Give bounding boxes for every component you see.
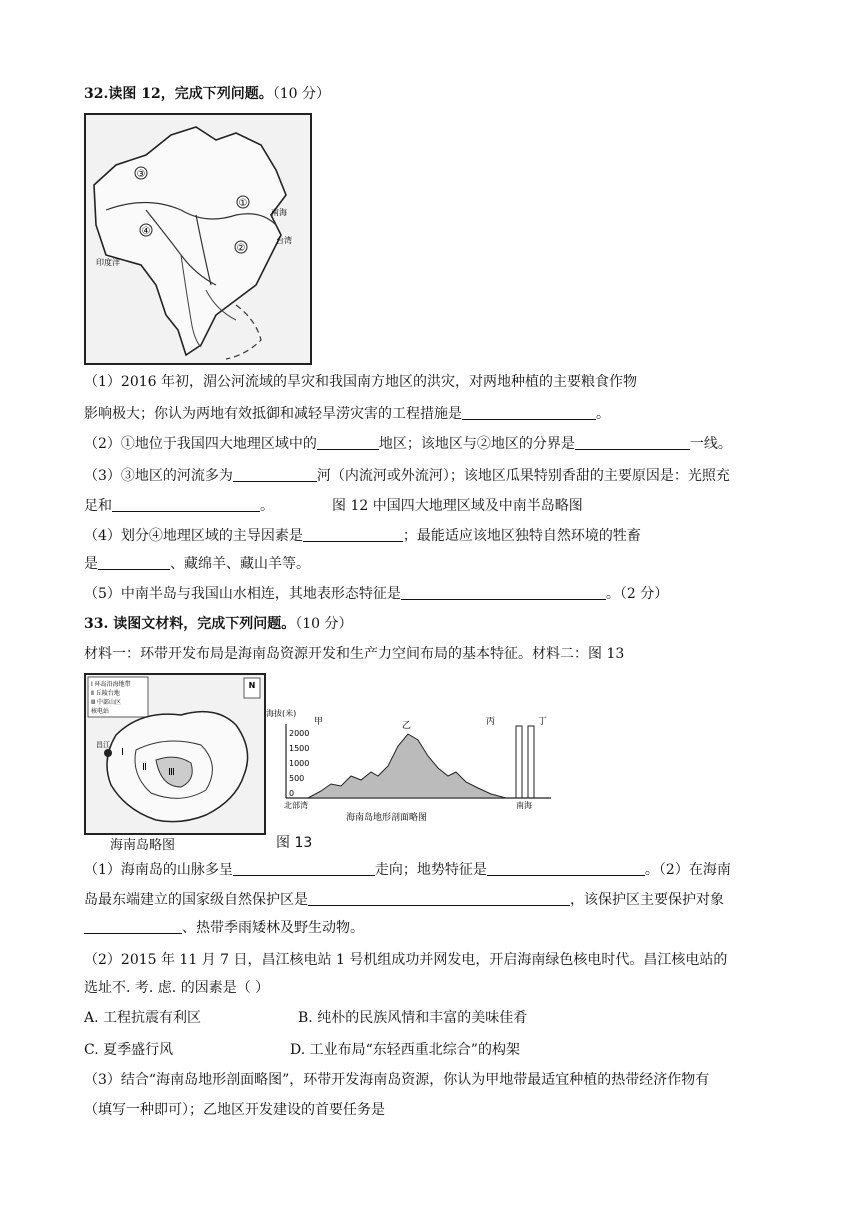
- q33-s2a: （2）2015 年 11 月 7 日，昌江核电站 1 号机组成功并网发电，开启海南绿色核电时代。昌江核电站的: [84, 952, 728, 968]
- legend-3: Ⅲ 中部山区: [91, 699, 122, 706]
- q33-s1-line3: [84, 918, 364, 938]
- q32-s5-line: [84, 584, 668, 604]
- fig13-label: 图 13: [276, 835, 313, 851]
- q32-s1-line1: [84, 372, 637, 392]
- q33-s3a: （3）结合“海南岛地形剖面略图”，环带开发海南岛资源，你认为甲地带最适宜种植的热带经济作物有: [84, 1072, 710, 1088]
- map-label-2: ②: [236, 243, 246, 254]
- answer-blank[interactable]: [233, 467, 317, 482]
- profile-right-base: 南海: [516, 801, 532, 810]
- q32-s1b: 影响极大；你认为两地有效抵御和减轻旱涝灾害的工程措施是: [84, 406, 462, 422]
- q33-s1d: 岛最东端建立的国家级自然保护区是: [84, 892, 308, 908]
- answer-blank[interactable]: [575, 435, 690, 450]
- figure-12-map: [84, 113, 312, 365]
- map-label-4: ④: [141, 226, 151, 237]
- q33-s1-line1: [84, 860, 731, 880]
- q33-material: 材料一：环带开发布局是海南岛资源开发和生产力空间布局的基本特征。材料二：图 13: [84, 646, 625, 662]
- ytick-2000: 2000: [289, 729, 310, 738]
- q32-s4b: ；最能适应该地区独特自然环境的牲畜: [402, 528, 641, 544]
- q33-score: （10 分）: [295, 616, 353, 632]
- profile-sketch: [266, 706, 556, 824]
- hainan-map-caption: 海南岛略图: [110, 838, 176, 853]
- option-d[interactable]: D. 工业布局“东轻西重北综合”的构架: [290, 1042, 520, 1058]
- q32-s3a: （3）③地区的河流多为: [84, 468, 233, 484]
- q32-s1-line2: [84, 404, 610, 424]
- q32-s4d: 、藏绵羊、藏山羊等。: [170, 556, 310, 572]
- ytick-1000: 1000: [289, 759, 310, 768]
- q33-title: 33. 读图文材料，完成下列问题。: [84, 616, 296, 632]
- legend-2: Ⅱ 丘陵台地: [91, 690, 120, 697]
- q32-s3d: 。: [260, 498, 274, 514]
- q33-s1-line2: [84, 890, 724, 910]
- q32-score: （10 分）: [272, 86, 330, 102]
- profile-left-base: 北部湾: [284, 801, 308, 810]
- zone-label-1: Ⅰ: [121, 747, 124, 758]
- zone-label-3: Ⅲ: [168, 767, 175, 778]
- q33-s2b: 选址不. 考. 虑. 的因素是（ ）: [84, 980, 270, 996]
- profile-label-yi: 乙: [402, 721, 412, 731]
- q32-s2-line: [84, 434, 732, 454]
- map-label-3: ③: [136, 169, 146, 180]
- q32-s3-line1: [84, 466, 730, 486]
- profile-label-jia: 甲: [314, 717, 324, 727]
- map-label-taiwan: 台湾: [276, 236, 292, 245]
- answer-blank[interactable]: [303, 527, 403, 542]
- answer-blank[interactable]: [487, 861, 645, 876]
- answer-blank[interactable]: [317, 435, 379, 450]
- option-a[interactable]: A. 工程抗震有利区: [84, 1010, 202, 1026]
- answer-blank[interactable]: [233, 861, 375, 876]
- zone-label-2: Ⅱ: [142, 762, 147, 773]
- q33-s3-line2: [84, 1100, 385, 1120]
- option-c[interactable]: C. 夏季盛行风: [84, 1042, 174, 1058]
- profile-ylabel: 海拔(米): [266, 709, 297, 718]
- q33-s1e: ，该保护区主要保护对象: [570, 892, 724, 908]
- profile-label-bing: 丙: [486, 717, 496, 727]
- map-label-1: ①: [238, 198, 248, 209]
- q32-title-line: [84, 84, 330, 104]
- q33-s2-line1: [84, 950, 727, 970]
- fig12-caption: 图 12 中国四大地理区域及中南半岛略图: [332, 498, 583, 514]
- q32-s2a: （2）①地位于我国四大地理区域中的: [84, 436, 317, 452]
- q32-s4c: 是: [84, 556, 98, 572]
- legend-1: Ⅰ 环岛沿海地带: [91, 681, 131, 688]
- q32-s3b: 河（内流河或外流河）；该地区瓜果特别香甜的主要原因是：光照充: [316, 468, 730, 484]
- q32-s1b-end: 。: [596, 406, 610, 422]
- ytick-1500: 1500: [289, 744, 310, 753]
- q33-s1f: 、热带季雨矮林及野生动物。: [182, 920, 364, 936]
- q33-s1b: 走向；地势特征是: [374, 862, 487, 878]
- answer-blank[interactable]: [84, 919, 182, 934]
- q32-s1a: （1）2016 年初，湄公河流域的旱灾和我国南方地区的洪灾，对两地种植的主要粮食作物: [84, 374, 637, 390]
- q32-s5b: 。（2 分）: [605, 586, 669, 602]
- q33-s3-line1: [84, 1070, 709, 1090]
- ytick-500: 500: [289, 774, 305, 783]
- q33-s1a: （1）海南岛的山脉多呈: [84, 862, 233, 878]
- answer-blank[interactable]: [401, 585, 606, 600]
- china-map-sketch: [86, 115, 310, 363]
- profile-label-ding: 丁: [538, 717, 548, 727]
- map-label-nanhai: 南海: [271, 208, 287, 217]
- hainan-map-sketch: [86, 675, 264, 833]
- option-b[interactable]: B. 纯朴的民族风情和丰富的美味佳肴: [298, 1010, 528, 1026]
- q33-s3b: （填写一种即可）；乙地区开发建设的首要任务是: [84, 1102, 385, 1118]
- q33-material-line: [84, 644, 624, 664]
- hainan-profile-figure: [266, 706, 556, 824]
- q32-s4-line1: [84, 526, 641, 546]
- north-label: N: [248, 681, 256, 690]
- map-label-india: 印度洋: [96, 258, 120, 267]
- hainan-map: [84, 673, 266, 835]
- q32-s2c: 一线。: [689, 436, 732, 452]
- q33-s2-line2: [84, 978, 269, 998]
- profile-caption: 海南岛地形剖面略图: [346, 813, 428, 823]
- ytick-0: 0: [289, 789, 295, 798]
- answer-blank[interactable]: [98, 555, 170, 570]
- q32-s2b: 地区；该地区与②地区的分界是: [378, 436, 575, 452]
- answer-blank[interactable]: [112, 497, 260, 512]
- answer-blank[interactable]: [308, 891, 570, 906]
- changjiang-label: 昌江: [96, 741, 110, 749]
- q32-s4a: （4）划分④地理区域的主导因素是: [84, 528, 303, 544]
- q32-title: 32.读图 12，完成下列问题。: [84, 86, 273, 102]
- q33-title-line: [84, 614, 353, 634]
- q32-s3-line2: [84, 496, 583, 516]
- q32-s4-line2: [84, 554, 310, 574]
- q32-s3c: 足和: [84, 498, 112, 514]
- nuclear-plant-icon: [104, 749, 112, 757]
- q33-s1c: 。（2）在海南: [644, 862, 731, 878]
- q32-s5a: （5）中南半岛与我国山水相连，其地表形态特征是: [84, 586, 401, 602]
- answer-blank[interactable]: [462, 405, 596, 420]
- legend-4: 核电站: [91, 708, 110, 715]
